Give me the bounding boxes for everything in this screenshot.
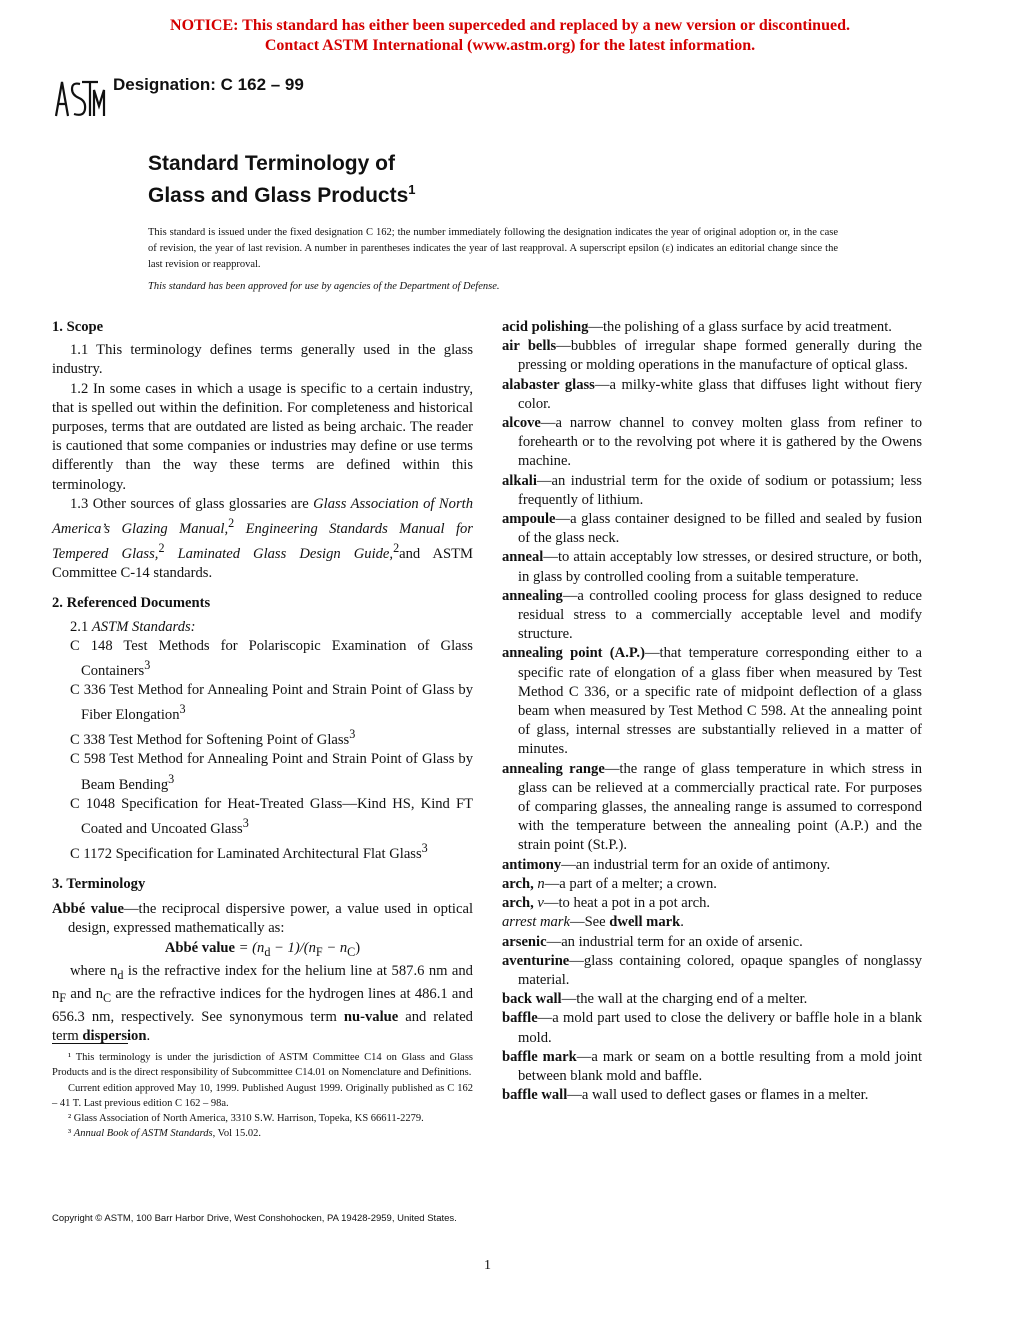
scope-p3-b: Glass Association of North America’s Glazing Manual, [52,495,473,537]
referenced-heading: 2. Referenced Documents [52,595,211,612]
def-pos: n [537,875,545,892]
def-term: ampoule [502,511,556,528]
def-term: arch, [502,875,538,892]
def-text: —to attain acceptably low stresses, or desired structure, or both, in glass by controlled cooling from a suitable temperature. [518,549,922,585]
def-text: —a glass container designed to be filled and sealed by fusion of the glass neck. [518,511,922,547]
def-text: —that temperature corresponding either to a specific rate of elongation of a glass fiber when measured by Test Method C 336, or a specific rate of midpoint deflection of a glass beam when measured by Test Method C 598. At the annealing point of glass, internal stresses are substantially relieved in a matter of minutes. [518,645,922,758]
def-term: annealing [502,587,563,604]
scope-p3-d: Engineering Standards Manual for Tempered Glass, [52,520,473,562]
ref-sup: 3 [168,771,175,786]
ref-line2: Glass by Beam Bending [81,751,473,793]
definition-entry-arrest [502,913,922,932]
def-pos: v [537,895,544,912]
ref-sup: 3 [242,815,249,830]
scope-p3-sup1: 2 [228,516,235,531]
reference-item [52,637,473,681]
where-disp: dispersion [82,1028,147,1045]
where-c: and n [66,985,103,1002]
def-term: alkali [502,472,537,489]
reference-item [52,725,473,750]
abbe-where [52,962,473,1047]
where-d: are the refractive indices for the hydrogen lines at 486.1 and 656.3 nm, respectively. See synonymous term [52,985,473,1025]
definition-entry [502,318,922,337]
title-footnote-mark: 1 [408,182,416,197]
ref-sup: 3 [179,702,186,717]
definition-entry [502,1048,922,1086]
arrest-target: dwell mark [609,914,681,931]
right-column [502,318,922,1105]
definition-entry [502,875,922,894]
f3-c: , Vol 15.02. [212,1128,261,1140]
def-text: —a mark or seam on a bottle resulting from a mold joint between blank mold and baffle. [518,1048,922,1084]
def-term: annealing range [502,760,605,777]
def-text: —an industrial term for an oxide of antimony. [561,856,831,873]
abbe-formula [52,939,473,962]
left-column [52,318,473,1046]
def-text: —a part of a melter; a crown. [544,875,717,892]
where-sub-d: d [117,967,124,982]
scope-p3-a: 1.3 Other sources of glass glossaries are [70,495,314,512]
scope-p2: 1.2 In some cases in which a usage is specific to a certain industry, that is spelled out within the definition. For completeness and historical purposes, terms that are outdated are listed as being archaic. The reader is cautioned that some companies or industries may define or use terms differently than the way these terms are defined within this terminology. [52,380,473,493]
arrest-term: arrest mark [502,914,570,931]
ref-line1: C 338 Test Method for Softening Point of Glass [70,732,350,749]
footnote-1: ¹ This terminology is under the jurisdiction of ASTM Committee C14 on Glass and Glass Products and is the direct responsibility of Subcommittee C14.01 on Nomenclature and Definitions. [52,1052,473,1079]
sub-num: 2.1 [70,618,92,635]
scope-p3-h: and ASTM Committee C-14 standards. [52,545,474,582]
footnotes [52,1050,473,1142]
definition-entry [502,760,922,856]
formula-mid: − 1)/(n [270,939,316,956]
definition-entry [502,587,922,645]
def-term: arsenic [502,933,547,950]
def-text: —an industrial term for the oxide of sodium or potassium; less frequently of lithium. [518,472,922,508]
formula-mid2: − n [322,939,348,956]
def-text: —an industrial term for an oxide of arsenic. [546,933,803,950]
scope-p1: 1.1 This terminology defines terms generally used in the glass industry. [52,342,473,378]
page-title [148,151,416,209]
def-text: —a wall used to deflect gases or flames in a melter. [567,1087,869,1104]
def-term: acid polishing [502,319,589,335]
def-text: —to heat a pot in a pot arch. [543,895,711,912]
ref-sup: 3 [349,727,356,742]
reference-item [52,750,473,794]
ref-line1: C 148 Test Methods for Polariscopic Examination of Glass [70,637,473,654]
definition-entry [502,933,922,952]
ref-line1: C 598 Test Method for Annealing Point and Strain Point of [70,751,418,768]
abbe-def: —the reciprocal dispersive power, a value used in optical design, expressed mathematically as: [68,901,473,937]
terminology-heading: 3. Terminology [52,875,146,892]
def-term: alabaster glass [502,376,595,393]
def-term: aventurine [502,952,570,969]
notice-line-2: Contact ASTM International (www.astm.org) for the latest information. [264,37,756,54]
issued-note: This standard is issued under the fixed designation C 162; the number immediately following the designation indicates the year of original adoption or, in the case of revision, the year of last revision. A number in parentheses indicates the year of last reapproval. A superscript epsilon (ε) indicates an editorial change since the last revision or reapproval. [148,227,838,270]
reference-item [52,681,473,725]
formula-sub-c: C [347,944,356,959]
def-term: baffle [502,1010,538,1027]
def-text: —the wall at the charging end of a melter. [561,991,808,1008]
abbe-entry [52,900,473,938]
title-line-1: Standard Terminology of [148,152,395,175]
def-term: arch, [502,895,538,912]
ref-line2: Glass by Fiber Elongation [81,682,473,724]
definition-entry [502,894,922,913]
def-term: baffle mark [502,1048,577,1065]
ref-line1: C 336 Test Method for Annealing Point and Strain Point of [70,682,418,699]
definition-entry [502,990,922,1009]
where-nu: nu-value [343,1008,399,1025]
def-text: —a milky-white glass that diffuses light without fiery color. [518,376,923,412]
arrest-end: . [680,914,684,931]
astm-logo-icon [52,78,106,118]
designation: Designation: C 162 – 99 [113,75,304,94]
formula-end: ) [355,939,361,956]
footnote-2: ² Glass Association of North America, 3310 S.W. Harrison, Topeka, KS 66611-2279. [68,1113,424,1125]
ref-line2: Glass [389,845,422,862]
f3-a: ³ [68,1128,74,1140]
where-a: where n [70,962,118,979]
ref-line1: C 1048 Specification for Heat-Treated Glass—Kind HS, [70,795,415,812]
scope-p3 [52,495,473,584]
f3-b: Annual Book of ASTM Standards [73,1128,213,1140]
page-number: 1 [484,1258,491,1273]
where-sub-f: F [59,990,67,1005]
ref-line2: Containers [81,662,145,679]
definition-entry [502,472,922,510]
astm-standards-sub [52,618,473,637]
def-text: —a narrow channel to convey molten glass from refiner to forehearth or to the revolving pot where it is gathered by the Owens machine. [518,415,922,470]
definition-entry [502,644,922,759]
definition-entry [502,510,922,548]
where-e: and related term [52,1008,473,1045]
def-text: —the range of glass temperature in which stress in glass can be relieved at a commercially practical rate. For purposes of comparing glasses, the annealing range is assumed to correspond with the temperature between the annealing point (A.P.) and the strain point (St.P.). [518,760,922,854]
definition-entry [502,337,922,375]
where-sub-c: C [103,990,112,1005]
formula-sub-d: d [264,944,271,959]
reference-list [52,637,473,864]
def-term: anneal [502,549,544,566]
def-text: —a mold part used to close the delivery or baffle hole in a blank mold. [518,1010,922,1046]
where-f: . [146,1028,151,1045]
scope-p3-sup3: 2 [393,541,400,556]
definition-entry [502,856,922,875]
definition-entry [502,1086,922,1105]
reference-item [52,839,473,864]
copyright: Copyright © ASTM, 100 Barr Harbor Drive, West Conshohocken, PA 19428-2959, United States. [52,1213,457,1224]
definition-entry [502,952,922,990]
footnote-1b: Current edition approved May 10, 1999. Published August 1999. Originally published as C 162 – 41 T. Last previous edition C 162 – 98a. [52,1082,473,1109]
ref-line2: Kind FT Coated and Uncoated Glass [81,795,473,837]
notice-line-1: NOTICE: This standard has either been superceded and replaced by a new version or discontinued. [170,17,850,34]
formula-label: Abbé value [164,939,236,956]
def-term: back wall [502,991,562,1008]
def-term: baffle wall [502,1087,568,1104]
footnote-divider [52,1043,128,1044]
definition-entry [502,414,922,472]
definition-entry [502,376,922,414]
definition-entry [502,1009,922,1047]
ref-sup: 3 [144,657,151,672]
reference-item [52,795,473,839]
scope-heading: 1. Scope [52,319,104,335]
ref-line1: C 1172 Specification for Laminated Architectural Flat [70,845,386,862]
title-line-2 [148,177,416,209]
def-text: —bubbles of irregular shape formed generally during the pressing or molding operations in the manufacture of optical glass. [518,338,922,374]
approved-note: This standard has been approved for use by agencies of the Department of Defense. [148,281,500,292]
formula-expr: = (n [238,939,265,956]
abbe-term: Abbé value [52,901,124,918]
formula-sub-f: F [315,944,323,959]
sub-title: ASTM Standards: [91,618,196,635]
footnote-3 [52,1126,473,1141]
def-text: —a controlled cooling process for glass designed to reduce residual stress to a commercially acceptable level and modify structure. [518,587,922,643]
scope-p3-f: Laminated Glass Design Guide, [164,545,394,562]
def-text: —glass containing colored, opaque spangles of nonglassy material. [518,952,922,988]
scope-p3-sup2: 2 [158,541,165,556]
def-term: annealing point (A.P.) [502,645,645,662]
definition-entry [502,548,922,586]
def-term: air bells [502,338,557,355]
def-text: —the polishing of a glass surface by acid treatment. [588,319,892,335]
ref-sup: 3 [421,840,428,855]
where-b: is the refractive index for the helium line at 587.6 nm and n [52,962,473,1002]
def-term: antimony [502,856,562,873]
def-term: alcove [502,415,541,432]
title-text: Glass and Glass Products [148,184,409,207]
arrest-see: —See [569,914,610,931]
